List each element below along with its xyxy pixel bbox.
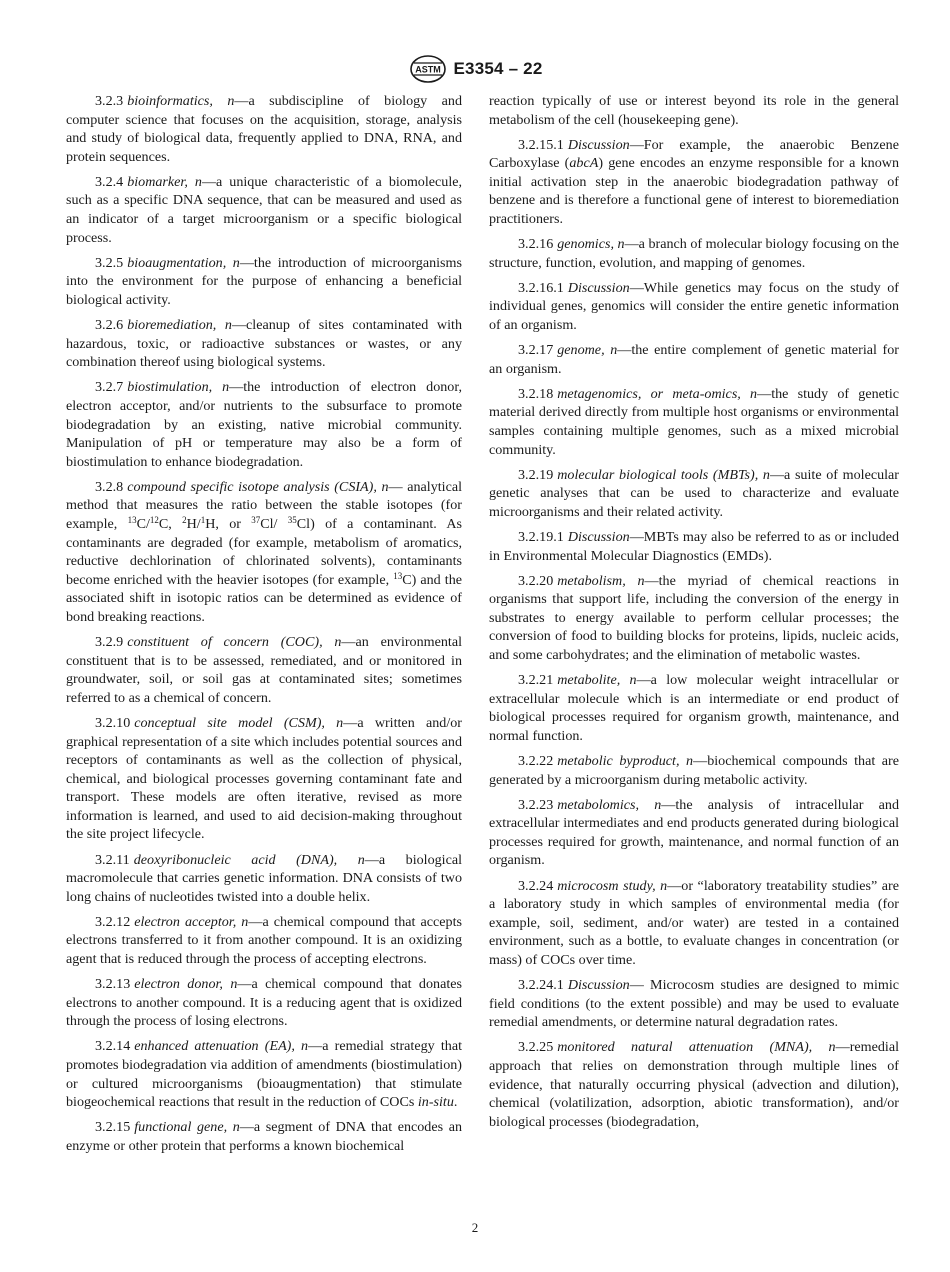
left-column xyxy=(66,92,462,1162)
definition-discussion: 3.2.24.1 Discussion— Microcosm studies are designed to mimic field conditions (to the extent possible) and may be used to evaluate remedial amendments, or determine natural degradation rates. xyxy=(489,977,899,1031)
definition-entry: 3.2.22 metabolic byproduct, n—biochemical compounds that are generated by a microorganism during metabolic activity. xyxy=(489,753,899,788)
definition-entry: 3.2.11 deoxyribonucleic acid (DNA), n—a biological macromolecule that carries genetic information. DNA consists of two long chains of nucleotides twisted into a double helix. xyxy=(66,851,463,905)
definition-continuation: reaction typically of use or interest beyond its role in the general metabolism of the cell (housekeeping gene). xyxy=(489,93,899,128)
right-column xyxy=(489,92,899,1138)
definition-entry: 3.2.18 metagenomics, or meta-omics, n—the study of genetic material derived directly from multiple host organisms or environmental samples containing multiple genomes, such as a mixed microbial community. xyxy=(489,385,900,458)
definition-entry: 3.2.21 metabolite, n—a low molecular weight intracellular or extracellular molecule which is an intermediate or end product of biological processes required for organism growth, maintenance, and normal function. xyxy=(489,672,899,744)
definition-entry: 3.2.25 monitored natural attenuation (MNA), n—remedial approach that relies on demonstration through multiple lines of evidence, that naturally occurring physical (advection and dilution), chemical (volatilization, adsorption, abiotic transformation), and/or biological processes (biodegradation, xyxy=(489,1039,899,1130)
astm-logo-icon xyxy=(408,54,448,84)
definition-entry: 3.2.9 constituent of concern (COC), n—an environmental constituent that is to be assessed, remediated, and or monitored in groundwater, soil, or soil gas at contaminated sites; sometimes referred to as a chemical of concern. xyxy=(66,634,462,706)
definition-entry: 3.2.5 bioaugmentation, n—the introduction of microorganisms into the environment for the purpose of enhancing a beneficial biological activity. xyxy=(66,254,462,308)
definition-entry: 3.2.6 bioremediation, n—cleanup of sites contaminated with hazardous, toxic, or radioactive substances or wastes, or any combination thereof using biological systems. xyxy=(66,317,462,371)
definition-entry: 3.2.12 electron acceptor, n—a chemical compound that accepts electrons transferred to it from another compound. It is an oxidizing agent that is reduced through the process of accepting electrons. xyxy=(66,913,462,968)
document-designation: E3354 – 22 xyxy=(453,59,543,78)
definition-entry: 3.2.7 biostimulation, n—the introduction of electron donor, electron acceptor, and/or nutrients to the subsurface to promote biodegradation by an existing, native microbial community. Manipulation of pH or temperature may also be a form of biostimulation to enhance biodegradation. xyxy=(66,379,462,470)
definition-entry: 3.2.24 microcosm study, n—or “laboratory treatability studies” are a laboratory study in which samples of environmental media (for example, soil, sediment, and/or water) are tested in a contained environment, such as a bottle, to evaluate changes in concentration (or mass) of COCs over time. xyxy=(489,877,899,968)
definition-entry: 3.2.17 genome, n—the entire complement of genetic material for an organism. xyxy=(489,342,899,377)
definition-entry: 3.2.15 functional gene, n—a segment of DNA that encodes an enzyme or other protein that performs a known biochemical xyxy=(66,1119,462,1154)
definition-entry: 3.2.13 electron donor, n—a chemical compound that donates electrons to another compound. It is a reducing agent that is oxidized through the process of losing electrons. xyxy=(66,976,462,1030)
definition-entry: 3.2.14 enhanced attenuation (EA), n—a remedial strategy that promotes biodegradation via addition of amendments (biostimulation) or cultured microorganisms (bioaugmentation) that stimulate biogeochemical reactions that result in the reduction of COCs in-situ. xyxy=(66,1038,462,1111)
definition-entry: 3.2.23 metabolomics, n—the analysis of intracellular and extracellular intermediates and end products generated during biological processes required for growth, maintenance, and normal function of an organism. xyxy=(489,796,899,869)
definition-discussion: 3.2.15.1 Discussion—For example, the anaerobic Benzene Carboxylase (abcA) gene encodes an enzyme responsible for a known initial activation step in the anaerobic biodegradation pathway of benzene and is therefore a functional gene of interest to bioremediation practitioners. xyxy=(489,136,899,228)
definition-entry: 3.2.19 molecular biological tools (MBTs), n—a suite of molecular genetic analyses that can be used to characterize and evaluate microorganisms and their related activity. xyxy=(489,466,899,520)
definition-entry: 3.2.10 conceptual site model (CSM), n—a written and/or graphical representation of a site which includes potential sources and receptors of contaminants as well as the collection of physical, chemical, and biological processes governing contaminant fate and transport. These models are often iterative, revised as more information is learned, and used to aid decision-making throughout the site project lifecycle. xyxy=(66,714,462,843)
definition-entry: 3.2.16 genomics, n—a branch of molecular biology focusing on the structure, function, evolution, and mapping of genomes. xyxy=(489,236,899,271)
definition-entry: 3.2.3 bioinformatics, n—a subdiscipline of biology and computer science that focuses on the acquisition, storage, analysis and study of biological data, frequently applied to DNA, RNA, and protein sequences. xyxy=(66,93,462,165)
definition-entry: 3.2.20 metabolism, n—the myriad of chemical reactions in organisms that support life, including the conversion of the energy in substrates to energy available to perform cellular processes; the conversion of food to building blocks for proteins, lipids, nucleic acids, and some carbohydrates; and the elimination of metabolic wastes. xyxy=(489,572,899,664)
logo-text: ASTM xyxy=(414,64,441,75)
page-header xyxy=(0,52,950,86)
definition-entry: 3.2.4 biomarker, n—a unique characteristic of a biomolecule, such as a specific DNA sequence, that can be measured and used as an indicator of a target microorganism or a specific biological process. xyxy=(66,173,463,246)
definition-discussion: 3.2.16.1 Discussion—While genetics may focus on the study of individual genes, genomics will consider the entire genetic information of an organism. xyxy=(489,279,899,334)
definition-discussion: 3.2.19.1 Discussion—MBTs may also be referred to as or included in Environmental Molecular Diagnostics (EMDs). xyxy=(489,528,899,564)
page-number: 2 xyxy=(471,1220,479,1235)
definition-entry-csia: 3.2.8 compound specific isotope analysis (CSIA), n— analytical method that measures the ratio between the stable isotopes (for example, $^{13}$C/$^{12}$C, $^2$H/$^1$H, or $^{37}$Cl/ $^{35}$Cl) of a contaminant. As contaminants are degraded (for example, metabolism of aromatics, reductive dechlorination of chlorinated solvents), contaminants become enriched with the heavier isotopes (for example, $^{13}$C) and the associated shift in isotopic ratios can be determined as evidence of bond breaking reactions. xyxy=(66,478,462,625)
